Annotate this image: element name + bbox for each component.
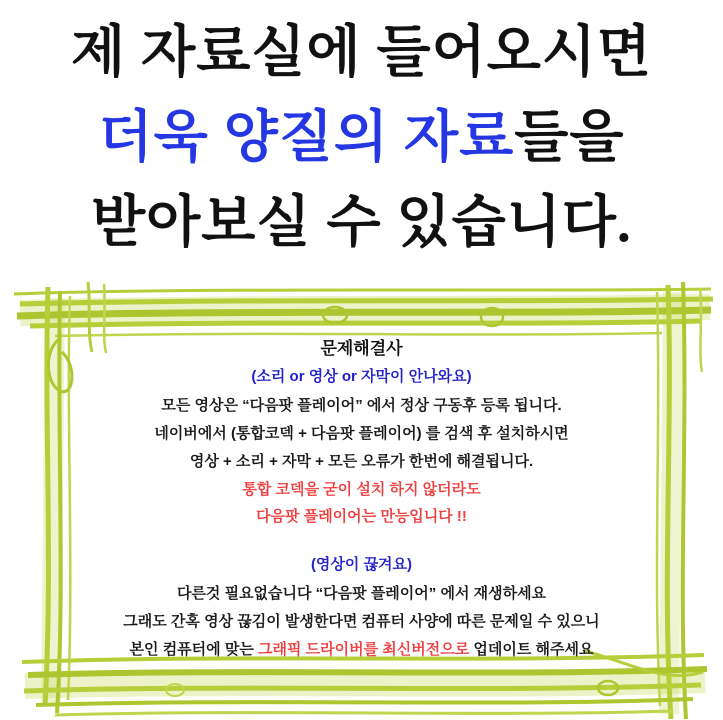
headline-line-3: 받아보실 수 있습니다. (91, 192, 632, 254)
section1-red-line-2: 다음팟 플레이어는 만능입니다 !! (256, 508, 467, 525)
section1-line-2: 네이버에서 (통합코덱 + 다음팟 플레이어) 를 검색 후 설치하시면 (154, 425, 569, 442)
section2-line-3 (60, 636, 663, 664)
headline-line-2-black: 들을 (514, 107, 625, 169)
section2-line-1: 다른것 필요없습니다 “다음팟 플레이어” 에서 재생하세요 (176, 585, 547, 602)
last-line-prefix: 본인 컴퓨터에 맞는 (129, 641, 258, 658)
section1-line-3: 영상 + 소리 + 자막 + 모든 오류가 한번에 해결됩니다. (189, 453, 534, 470)
section1-line-1: 모든 영상은 “다음팟 플레이어” 에서 정상 구동후 등록 됩니다. (161, 397, 562, 414)
section2-heading: (영상이 끊겨요) (310, 556, 413, 573)
section1-red-line-1: 통합 코덱을 굳이 설치 하지 않더라도 (242, 481, 481, 498)
headline (0, 18, 723, 273)
headline-line-2 (0, 103, 723, 173)
box-title: 문제해결사 (320, 339, 403, 358)
last-line-suffix: 업데이트 해주세요 (469, 641, 594, 658)
headline-line-2-blue: 더욱 양질의 자료 (98, 107, 515, 169)
troubleshooting-box (60, 336, 663, 664)
section1-heading: (소리 or 영상 or 자막이 안나와요) (251, 368, 472, 385)
headline-line-1: 제 자료실에 들어오시면 (71, 22, 652, 84)
last-line-highlight: 그래픽 드라이버를 최신버전으로 (257, 641, 470, 658)
section-gap (60, 530, 663, 550)
section2-line-2: 그래도 간혹 영상 끊김이 발생한다면 컴퓨터 사양에 따른 문제일 수 있으니 (123, 613, 600, 630)
